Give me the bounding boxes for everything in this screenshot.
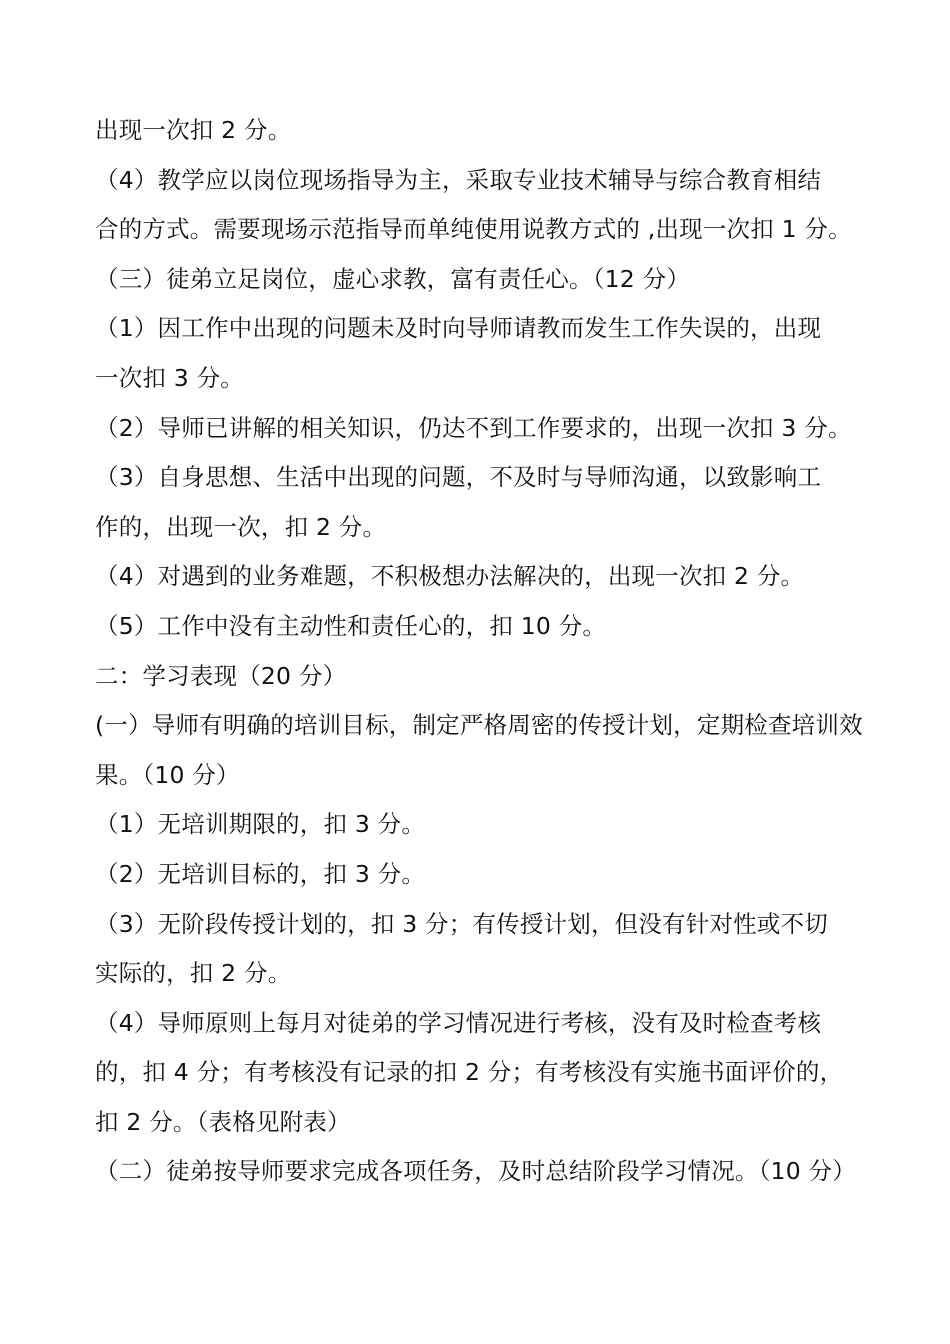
- subsection-heading: (一）导师有明确的培训目标，制定严格周密的传授计划，定期检查培训效: [95, 711, 863, 740]
- text-line: （1）因工作中出现的问题未及时向导师请教而发生工作失误的，出现: [95, 314, 822, 343]
- section-heading: 二：学习表现（20 分）: [95, 661, 347, 690]
- text-line: （4）对遇到的业务难题，不积极想办法解决的，出现一次扣 2 分。: [95, 562, 805, 591]
- text-line: 作的，出现一次，扣 2 分。: [95, 512, 387, 541]
- text-line: （4）导师原则上每月对徒弟的学习情况进行考核，没有及时检查考核: [95, 1008, 822, 1037]
- text-line: （2）导师已讲解的相关知识，仍达不到工作要求的，出现一次扣 3 分。: [95, 413, 852, 442]
- subsection-heading: （二）徒弟按导师要求完成各项任务，及时总结阶段学习情况。（10 分）: [95, 1157, 856, 1186]
- text-line: 果。（10 分）: [95, 760, 240, 789]
- text-line: 合的方式。需要现场示范指导而单纯使用说教方式的 ,出现一次扣 1 分。: [95, 215, 852, 244]
- text-line: （1）无培训期限的，扣 3 分。: [95, 810, 426, 839]
- text-line: 的，扣 4 分；有考核没有记录的扣 2 分；有考核没有实施书面评价的，: [95, 1058, 844, 1087]
- section-heading: （三）徒弟立足岗位，虚心求教，富有责任心。（12 分）: [95, 264, 691, 293]
- text-line: 实际的，扣 2 分。: [95, 959, 292, 988]
- text-line: （3）无阶段传授计划的，扣 3 分；有传授计划，但没有针对性或不切: [95, 909, 828, 938]
- text-line: 一次扣 3 分。: [95, 363, 244, 392]
- text-line: （2）无培训目标的，扣 3 分。: [95, 859, 426, 888]
- document-page: [95, 106, 895, 1197]
- text-line: 扣 2 分。（表格见附表）: [95, 1107, 351, 1136]
- text-line: （5）工作中没有主动性和责任心的，扣 10 分。: [95, 611, 607, 640]
- text-line: （4）教学应以岗位现场指导为主，采取专业技术辅导与综合教育相结: [95, 165, 822, 194]
- text-line: （3）自身思想、生活中出现的问题，不及时与导师沟通，以致影响工: [95, 463, 822, 492]
- text-line: 出现一次扣 2 分。: [95, 116, 292, 144]
